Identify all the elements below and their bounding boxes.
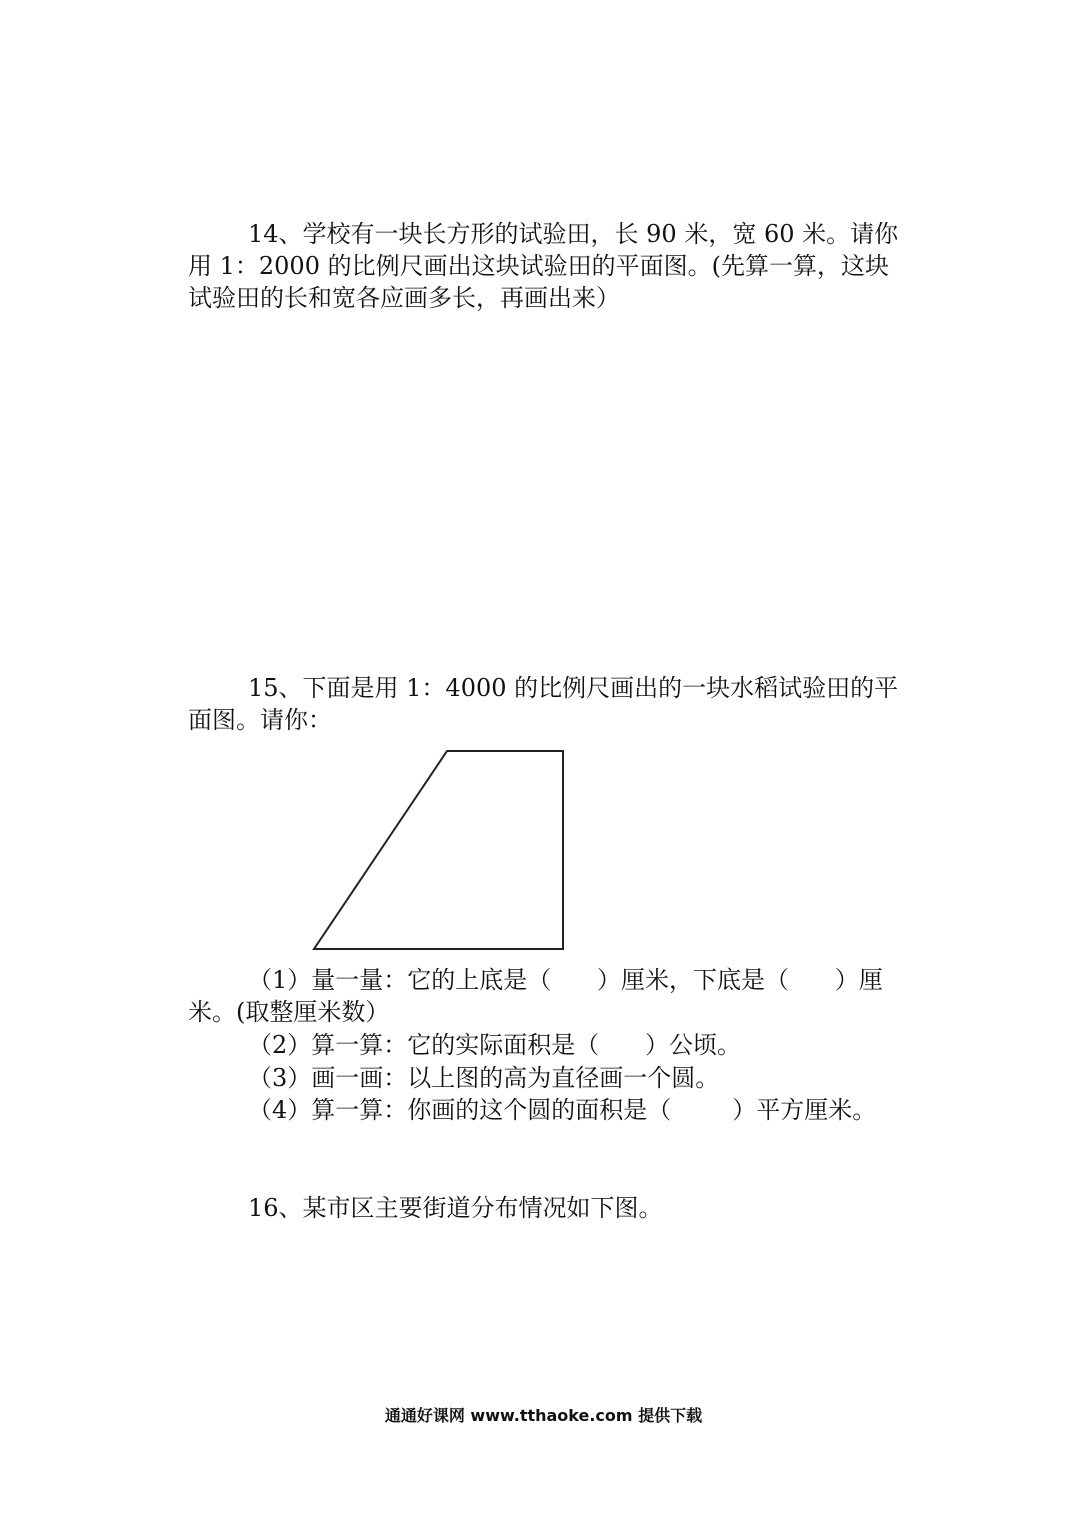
q15-line-1: 15、下面是用 1：4000 的比例尺画出的一块水稻试验田的平 bbox=[248, 674, 899, 702]
footer-credit: 通通好课网 www.tthaoke.com 提供下载 bbox=[384, 1406, 703, 1425]
trapezoid-shape bbox=[314, 751, 563, 949]
q15-sub3: （3）画一画：以上图的高为直径画一个圆。 bbox=[248, 1064, 720, 1092]
trapezoid-figure bbox=[300, 740, 570, 955]
q15-sub1-line-1: （1）量一量：它的上底是（ ）厘米，下底是（ ）厘 bbox=[248, 966, 883, 994]
q14-line-3: 试验田的长和宽各应画多长，再画出来） bbox=[188, 284, 620, 312]
q15-line-2: 面图。请你： bbox=[188, 706, 332, 734]
q15-sub4: （4）算一算：你画的这个圆的面积是（ ）平方厘米。 bbox=[248, 1096, 877, 1124]
q14-line-2: 用 1：2000 的比例尺画出这块试验田的平面图。(先算一算，这块 bbox=[188, 252, 889, 280]
q16-line-1: 16、某市区主要街道分布情况如下图。 bbox=[248, 1194, 663, 1222]
q15-sub2: （2）算一算：它的实际面积是（ ）公顷。 bbox=[248, 1031, 742, 1059]
q14-line-1: 14、学校有一块长方形的试验田，长 90 米，宽 60 米。请你 bbox=[248, 220, 899, 248]
q15-sub1-line-2: 米。(取整厘米数） bbox=[188, 998, 390, 1026]
